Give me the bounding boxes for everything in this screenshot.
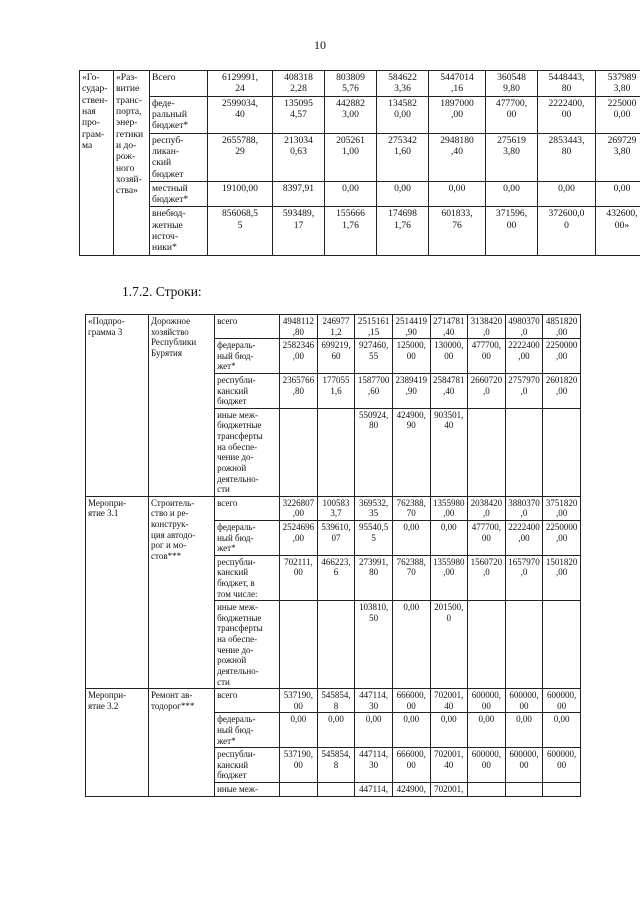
value-cell: 600000, 00 [468,689,506,713]
value-cell: 424900, 90 [392,408,430,496]
value-cell: 545854, 8 [317,748,355,783]
value-cell: 0,00 [392,601,430,689]
value-cell: 408318 2,28 [273,71,325,97]
value-cell: 0,00 [355,713,393,748]
value-cell: 4980370 ,0 [505,315,543,339]
value-cell: 205261 1,00 [325,133,377,181]
value-cell: 2365766 ,80 [280,374,318,409]
value-cell: 537989 3,80 [596,71,640,97]
value-cell: 1355980 ,00 [430,496,468,520]
value-cell: 584622 3,36 [377,71,429,97]
value-cell: 360548 9,80 [486,71,538,97]
value-cell: 477700, 00 [468,339,506,374]
value-cell: 6129991, 24 [208,71,273,97]
value-cell: 927460, 55 [355,339,393,374]
value-cell: 1560720 ,0 [468,555,506,600]
value-cell: 537190, 00 [280,748,318,783]
measure-name-cell: «Подпро- грамма 3 [86,315,149,497]
value-cell: 699219, 60 [317,339,355,374]
value-cell: 0,00 [377,181,429,207]
value-cell: 2948180 ,40 [429,133,486,181]
value-cell: 2389419 ,90 [392,374,430,409]
funding-source-cell: Всего [150,71,208,97]
section-title: 1.7.2. Строки: [122,284,202,299]
value-cell: 3226807 ,00 [280,496,318,520]
value-cell: 1657970 ,0 [505,555,543,600]
value-cell: 273991, 80 [355,555,393,600]
value-cell: 803809 5,76 [325,71,377,97]
value-cell [543,782,581,796]
value-cell: 8397,91 [273,181,325,207]
value-cell: 600000, 00 [505,689,543,713]
value-cell: 130000, 00 [430,339,468,374]
value-cell: 762388, 70 [392,496,430,520]
value-cell: 447114, 30 [355,748,393,783]
value-cell [543,408,581,496]
funding-source-cell: федераль- ный бюд- жет* [215,520,280,555]
value-cell: 856068,5 5 [208,207,273,255]
value-cell [280,782,318,796]
value-cell: 537190, 00 [280,689,318,713]
value-cell: 432600, 00» [596,207,640,255]
value-cell: 0,00 [325,181,377,207]
value-cell [505,408,543,496]
funding-source-cell: всего [215,689,280,713]
value-cell: 174698 1,76 [377,207,429,255]
value-cell: 100583 3,7 [317,496,355,520]
value-cell: 666000, 00 [392,748,430,783]
funding-source-cell: респуб- ликан- ский бюджет [150,133,208,181]
value-cell: 2757970 ,0 [505,374,543,409]
value-cell: 702111, 00 [280,555,318,600]
value-cell: 125000, 00 [392,339,430,374]
value-cell: 2714781 ,40 [430,315,468,339]
funding-source-cell: внебюд- жетные источ- ники* [150,207,208,255]
value-cell: 5447014 ,16 [429,71,486,97]
value-cell: 539610, 07 [317,520,355,555]
value-cell: 5448443, 80 [538,71,596,97]
value-cell: 601833, 76 [429,207,486,255]
value-cell: 269729 3,80 [596,133,640,181]
table-row [80,71,640,97]
table-row [80,133,640,181]
funding-source-cell: федераль- ный бюд- жет* [215,713,280,748]
value-cell: 2514419 ,90 [392,315,430,339]
value-cell: 762388, 70 [392,555,430,600]
value-cell: 447114, [355,782,393,796]
value-cell [505,601,543,689]
measure-title-cell: Дорожное хозяйство Республики Бурятия [149,315,215,497]
value-cell: 2250000 ,00 [543,339,581,374]
value-cell: 177055 1,6 [317,374,355,409]
funding-source-cell: республи- канский бюджет, в том числе: [215,555,280,600]
table-row [80,181,640,207]
value-cell: 2599034, 40 [208,96,273,133]
value-cell: 0,00 [430,520,468,555]
value-cell [317,408,355,496]
value-cell: 0,00 [468,713,506,748]
subprogram-funding-table [85,314,581,797]
value-cell: 702001, 40 [430,689,468,713]
value-cell: 0,00 [538,181,596,207]
value-cell: 19100,00 [208,181,273,207]
value-cell: 2222400 ,00 [505,520,543,555]
measure-name-cell: Меропри- ятие 3.1 [86,496,149,688]
funding-source-cell: иные меж- бюджетные трансферты на обеспе- чение до- рожной деятельно- сти [215,408,280,496]
value-cell: 1355980 ,00 [430,555,468,600]
value-cell: 3880370 ,0 [505,496,543,520]
value-cell: 666000, 00 [392,689,430,713]
value-cell: 2584781 ,40 [430,374,468,409]
funding-source-cell: местный бюджет* [150,181,208,207]
measure-title-cell: Ремонт ав- тодорог*** [149,689,215,796]
value-cell: 600000, 00 [505,748,543,783]
subprogram-name-cell: «Раз- витие транс- порта, энер- гетики и до- рож- ного хозяй- ства» [114,71,150,256]
value-cell: 3751820 ,00 [543,496,581,520]
value-cell: 442882 3,00 [325,96,377,133]
value-cell: 0,00 [486,181,538,207]
value-cell: 600000, 00 [543,748,581,783]
program-name-cell: «Го- судар- ствен- ная про- грам- ма [80,71,114,256]
value-cell: 0,00 [317,713,355,748]
value-cell: 1587700 ,60 [355,374,393,409]
value-cell: 371596, 00 [486,207,538,255]
value-cell: 550924, 80 [355,408,393,496]
funding-source-cell: республи- канский бюджет [215,748,280,783]
value-cell: 3138420 ,0 [468,315,506,339]
value-cell: 0,00 [392,520,430,555]
table-row [80,207,640,255]
value-cell: 0,00 [430,713,468,748]
value-cell: 2524696 ,00 [280,520,318,555]
value-cell [468,408,506,496]
value-cell [317,782,355,796]
value-cell: 2660720 ,0 [468,374,506,409]
value-cell: 95540,5 5 [355,520,393,555]
value-cell: 246977 1,2 [317,315,355,339]
value-cell: 0,00 [280,713,318,748]
value-cell: 225000 0,00 [596,96,640,133]
value-cell: 2038420 ,0 [468,496,506,520]
value-cell: 372600,0 0 [538,207,596,255]
value-cell: 702001, [430,782,468,796]
value-cell: 466223, 6 [317,555,355,600]
value-cell: 0,00 [429,181,486,207]
page-number: 10 [314,38,326,52]
value-cell: 0,00 [543,713,581,748]
table-row [86,689,581,713]
table-row [80,96,640,133]
value-cell [505,782,543,796]
funding-source-cell: иные меж- [215,782,280,796]
value-cell [543,601,581,689]
value-cell [280,601,318,689]
value-cell: 0,00 [505,713,543,748]
value-cell [317,601,355,689]
value-cell: 0,00 [596,181,640,207]
value-cell: 213034 0,63 [273,133,325,181]
measure-name-cell: Меропри- ятие 3.2 [86,689,149,796]
value-cell: 2222400 ,00 [505,339,543,374]
funding-source-cell: федераль- ный бюд- жет* [215,339,280,374]
measure-title-cell: Строитель- ство и ре- конструк- ция автодо- рог и мо- стов*** [149,496,215,688]
value-cell: 1897000 ,00 [429,96,486,133]
value-cell: 600000, 00 [543,689,581,713]
value-cell: 593489, 17 [273,207,325,255]
value-cell: 2222400, 00 [538,96,596,133]
value-cell: 1501820 ,00 [543,555,581,600]
value-cell: 201500, 0 [430,601,468,689]
value-cell: 4851820 ,00 [543,315,581,339]
value-cell: 447114, 30 [355,689,393,713]
funding-source-cell: всего [215,315,280,339]
value-cell: 155666 1,76 [325,207,377,255]
value-cell: 2601820 ,00 [543,374,581,409]
value-cell: 134582 0,00 [377,96,429,133]
value-cell: 477700, 00 [486,96,538,133]
value-cell [468,782,506,796]
value-cell: 275619 3,80 [486,133,538,181]
funding-source-cell: феде- ральный бюджет* [150,96,208,133]
value-cell: 2250000 ,00 [543,520,581,555]
value-cell: 903501, 40 [430,408,468,496]
value-cell: 0,00 [392,713,430,748]
value-cell: 369532, 35 [355,496,393,520]
value-cell: 477700, 00 [468,520,506,555]
value-cell: 2655788, 29 [208,133,273,181]
value-cell: 4948112 ,80 [280,315,318,339]
value-cell: 702001, 40 [430,748,468,783]
value-cell [280,408,318,496]
table-row [86,496,581,520]
value-cell: 2582346 ,00 [280,339,318,374]
funding-source-cell: иные меж- бюджетные трансферты на обеспе- чение до- рожной деятельно- сти [215,601,280,689]
value-cell [468,601,506,689]
table-row [86,315,581,339]
value-cell: 275342 1,60 [377,133,429,181]
value-cell: 103810, 50 [355,601,393,689]
value-cell: 2515161 ,15 [355,315,393,339]
value-cell: 600000, 00 [468,748,506,783]
funding-source-cell: республи- канский бюджет [215,374,280,409]
value-cell: 2853443, 80 [538,133,596,181]
value-cell: 424900, [392,782,430,796]
value-cell: 545854, 8 [317,689,355,713]
value-cell: 135095 4,57 [273,96,325,133]
program-funding-table [79,70,640,256]
funding-source-cell: всего [215,496,280,520]
